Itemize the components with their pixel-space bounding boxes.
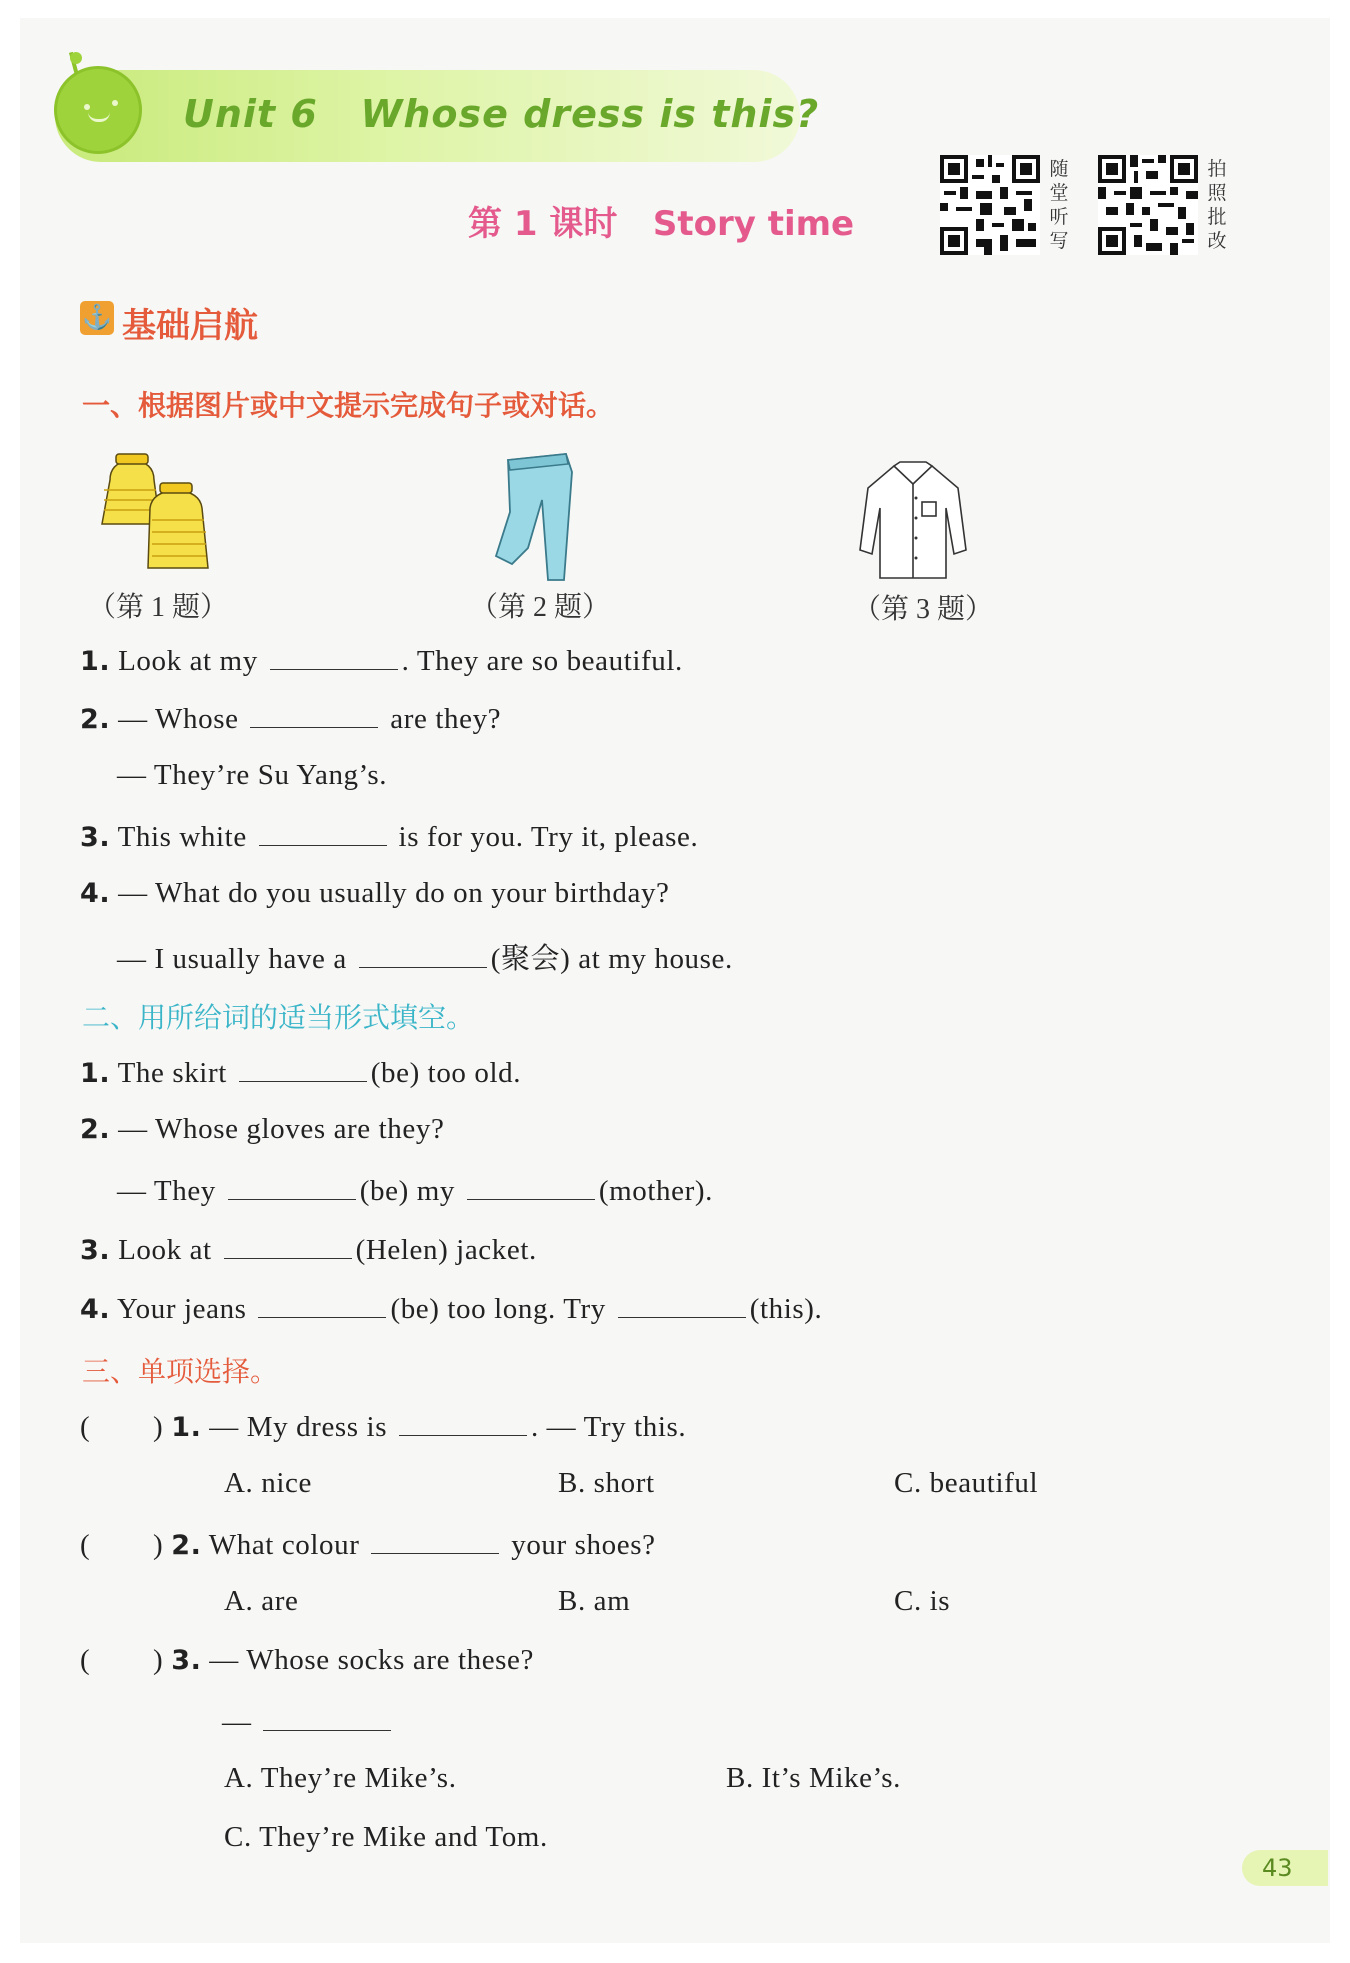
question-text: Your jeans	[117, 1293, 247, 1325]
option-c[interactable]: C. is	[894, 1585, 951, 1617]
qr-photo-char: 批	[1207, 206, 1227, 228]
option-c[interactable]: C. beautiful	[894, 1467, 1039, 1499]
question-text: are they?	[390, 703, 502, 735]
option-b[interactable]: B. It’s Mike’s.	[726, 1762, 901, 1794]
mascot-eye	[112, 100, 118, 106]
p2-question-1	[80, 1054, 521, 1090]
figure-caption-1: （第 1 题）	[88, 592, 229, 623]
p3-question-2	[80, 1526, 656, 1562]
qr-listen-char: 写	[1049, 230, 1069, 252]
question-text: (this).	[749, 1293, 823, 1325]
qr-listen-char: 堂	[1049, 182, 1069, 204]
figure-caption-2: （第 2 题）	[470, 592, 611, 623]
question-text: is for you. Try it, please.	[398, 821, 699, 853]
p3-question-3-reply	[222, 1703, 395, 1739]
mascot-ball-icon	[54, 66, 142, 154]
p1-question-2-reply: — They’re Su Yang’s.	[117, 759, 388, 791]
anchor-icon: ⚓	[80, 301, 114, 335]
section-title: 基础启航	[122, 306, 258, 346]
answer-blank[interactable]	[270, 642, 398, 670]
question-number: 3.	[171, 1645, 202, 1676]
answer-blank[interactable]	[467, 1172, 595, 1200]
question-text: — Whose gloves are they?	[118, 1113, 445, 1145]
p1-question-2	[80, 700, 501, 736]
question-text: This white	[117, 821, 247, 853]
part1-heading: 一、根据图片或中文提示完成句子或对话。	[82, 389, 615, 422]
question-text: . They are so beautiful.	[401, 645, 683, 677]
question-number: 1.	[80, 1058, 111, 1089]
answer-blank[interactable]	[618, 1290, 746, 1318]
question-text: The skirt	[117, 1057, 227, 1089]
p2-question-2-reply	[117, 1172, 713, 1208]
part2-heading: 二、用所给词的适当形式填空。	[82, 1001, 475, 1034]
qr-listen-char: 随	[1049, 158, 1069, 180]
option-a[interactable]: A. nice	[224, 1467, 312, 1499]
p1-question-4-reply	[117, 936, 733, 977]
question-text: your shoes?	[511, 1529, 656, 1561]
question-text: Look at my	[118, 645, 258, 677]
option-b[interactable]: B. am	[558, 1585, 631, 1617]
question-text: — They	[117, 1175, 216, 1207]
lesson-title: 第 1 课时 Story time	[468, 204, 855, 244]
p3-question-3	[80, 1644, 534, 1677]
answer-blank[interactable]	[399, 1408, 527, 1436]
unit-title: Unit 6 Whose dress is this?	[183, 92, 820, 136]
question-text: — I usually have a	[117, 943, 347, 975]
answer-blank[interactable]	[250, 700, 378, 728]
p2-question-2	[80, 1113, 444, 1146]
part3-heading: 三、单项选择。	[82, 1355, 279, 1388]
p1-question-4	[80, 877, 670, 910]
option-a[interactable]: A. are	[224, 1585, 299, 1617]
mascot-eye	[84, 104, 90, 110]
question-text: —	[222, 1706, 252, 1738]
question-number: 1.	[171, 1412, 202, 1443]
answer-blank[interactable]	[228, 1172, 356, 1200]
trousers-picture	[486, 452, 586, 584]
question-number: 2.	[171, 1530, 202, 1561]
question-number: 3.	[80, 822, 111, 853]
qr-listen-label	[1048, 157, 1070, 253]
answer-blank[interactable]	[359, 940, 487, 968]
sweaters-picture	[90, 450, 230, 578]
answer-parentheses[interactable]: ( )	[80, 1411, 164, 1443]
p2-question-3	[80, 1231, 537, 1267]
question-text: . — Try this.	[530, 1411, 687, 1443]
question-number: 1.	[80, 646, 111, 677]
question-text: (mother).	[598, 1175, 713, 1207]
question-text: Look at	[118, 1234, 212, 1266]
answer-parentheses[interactable]: ( )	[80, 1529, 164, 1561]
question-number: 4.	[80, 878, 111, 909]
qr-code-listen-icon[interactable]	[940, 155, 1040, 255]
shirt-picture	[858, 458, 968, 580]
answer-parentheses[interactable]: ( )	[80, 1644, 164, 1676]
answer-blank[interactable]	[371, 1526, 499, 1554]
figure-caption-3: （第 3 题）	[853, 594, 994, 625]
answer-blank[interactable]	[259, 818, 387, 846]
question-text: — Whose socks are these?	[209, 1644, 535, 1676]
p3-question-1	[80, 1408, 686, 1444]
answer-blank[interactable]	[224, 1231, 352, 1259]
question-text: What colour	[208, 1529, 360, 1561]
answer-blank[interactable]	[239, 1054, 367, 1082]
qr-photo-char: 改	[1207, 230, 1227, 252]
question-text: — My dress is	[209, 1411, 388, 1443]
question-number: 2.	[80, 704, 111, 735]
option-c[interactable]: C. They’re Mike and Tom.	[224, 1821, 548, 1853]
qr-code-photo-icon[interactable]	[1098, 155, 1198, 255]
answer-blank[interactable]	[258, 1290, 386, 1318]
page-number: 43	[1242, 1850, 1328, 1886]
qr-photo-char: 拍	[1207, 158, 1227, 180]
question-text: (聚会) at my house.	[490, 943, 733, 975]
qr-listen-char: 听	[1049, 206, 1069, 228]
qr-photo-char: 照	[1207, 182, 1227, 204]
question-text: (be) too long. Try	[390, 1293, 606, 1325]
p1-question-1	[80, 642, 683, 678]
p1-question-3	[80, 818, 698, 854]
question-text: (be) my	[359, 1175, 455, 1207]
mascot-antenna-dot	[70, 52, 82, 64]
qr-photo-label	[1206, 157, 1228, 253]
option-a[interactable]: A. They’re Mike’s.	[224, 1762, 457, 1794]
p2-question-4	[80, 1290, 822, 1326]
question-number: 4.	[80, 1294, 111, 1325]
question-text: — What do you usually do on your birthday?	[118, 877, 670, 909]
question-text: — Whose	[118, 703, 239, 735]
question-number: 2.	[80, 1114, 111, 1145]
answer-blank[interactable]	[263, 1703, 391, 1731]
question-text: (be) too old.	[370, 1057, 522, 1089]
option-b[interactable]: B. short	[558, 1467, 655, 1499]
question-number: 3.	[80, 1235, 111, 1266]
question-text: (Helen) jacket.	[355, 1234, 537, 1266]
